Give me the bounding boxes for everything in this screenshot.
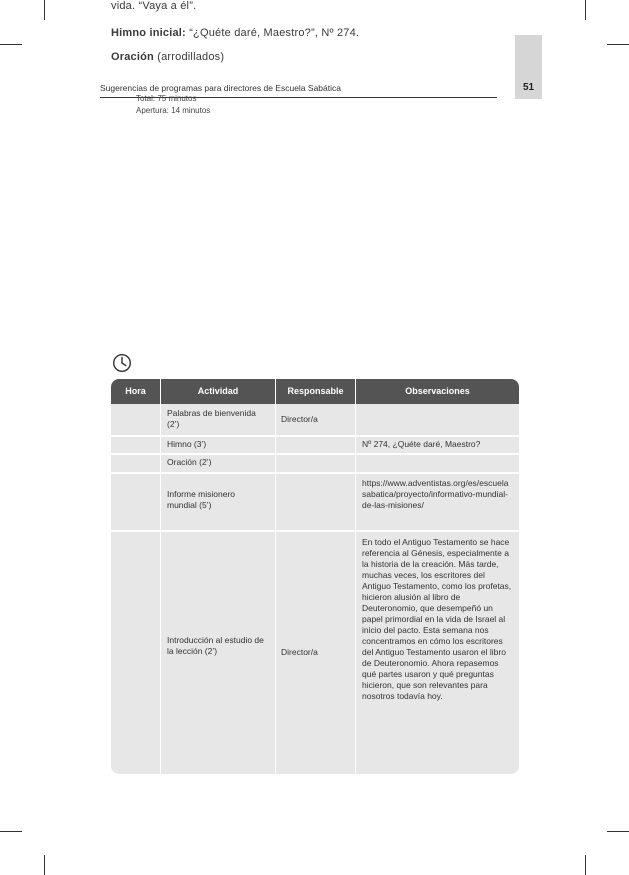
cell-observaciones: En todo el Antiguo Testamento se hace referencia al Génesis, especialmente a la historia de la creación. Más tarde, muchas veces, los escritores del Antiguo Testamento, como los profetas, hicieron alusión al libro de Deuteronomio, que desempeñó un papel primordial en la vida de Israel al inicio del pacto. Esta semana nos concentramos en cómo los escritores del Antiguo Testamento usaron el libro de Deuteronomio. Ahora repasemos qué partes usaron y qué preguntas hicieron, que son relevantes para nosotros todavía hoy. [362,537,512,701]
crop-mark [0,44,22,45]
running-header: Sugerencias de programas para directores de Escuela Sabática [100,83,341,93]
hymn-label: Himno inicial: [111,27,186,39]
table-header [111,379,519,404]
cell-observaciones-link[interactable]: https://www.adventistas.org/es/escuelasabatica/proyecto/informativo-mundial-de-las-misiones/ [362,478,509,510]
header-observaciones: Observaciones [405,386,470,396]
row-divider [111,472,519,474]
opening-time: Apertura: 14 minutos [136,106,211,115]
column-divider [160,379,161,774]
prayer-line [111,51,224,63]
crop-mark [607,44,629,45]
row-divider [111,453,519,455]
crop-mark [585,855,586,875]
crop-mark [44,855,45,875]
cell-actividad: Oración (2’) [167,457,212,467]
crop-mark [585,0,586,20]
hymn-line [111,27,359,39]
cell-actividad: Palabras de bienvenida (2’) [167,408,256,429]
row-divider [111,530,519,532]
cell-responsable: Director/a [281,647,318,657]
program-table [111,379,519,774]
column-divider [275,379,276,774]
column-divider [355,379,356,774]
cell-actividad: Informe misionero mundial (5’) [167,489,236,510]
total-time: Total: 75 minutos [136,94,197,103]
crop-mark [607,831,629,832]
hymn-value: “¿Quéte daré, Maestro?”, Nº 274. [189,27,360,39]
prayer-value: (arrodillados) [157,51,225,63]
crop-mark [0,831,22,832]
cell-actividad: Introducción al estudio de la lección (2’) [167,635,264,656]
cell-actividad: Himno (3’) [167,439,207,449]
intro-line: vida. “Vaya a él”. [111,0,197,12]
cell-responsable: Director/a [281,414,318,424]
header-actividad: Actividad [197,386,239,396]
cell-observaciones: Nº 274, ¿Quéte daré, Maestro? [362,439,481,449]
header-responsable: Responsable [287,386,344,396]
header-hora: Hora [125,386,146,396]
page-number: 51 [522,82,535,93]
row-divider [111,435,519,437]
crop-mark [44,0,45,20]
clock-icon [112,353,132,373]
prayer-label: Oración [111,51,154,63]
